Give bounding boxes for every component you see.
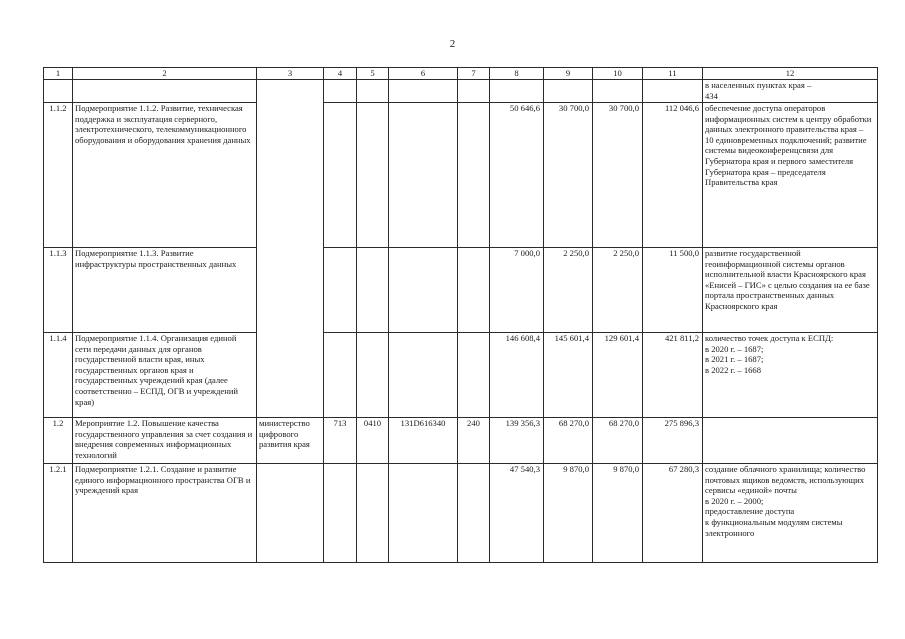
row-number: 1.1.4 [44,333,73,418]
table-row [44,103,878,248]
row-amount-col8 [490,80,544,103]
row-amount-col10: 129 601,4 [593,333,643,418]
row-number: 1.2.1 [44,464,73,563]
row-executor: министерство цифрового развития края [257,418,324,464]
row-amount-col9: 2 250,0 [544,248,593,333]
row-target-article [389,248,458,333]
row-description: Подмероприятие 1.1.4. Организация единой сети передачи данных для органов государственной власти края, иных государственных органов края и государственных учреждений края (далее соответственно – ЕСПД, ОГВ и учреждений края) [73,333,257,418]
column-header: 11 [643,68,703,80]
row-amount-col8: 47 540,3 [490,464,544,563]
row-gls [324,333,357,418]
row-expected-result: количество точек доступа к ЕСПД: в 2020 г. – 1687; в 2021 г. – 1687; в 2022 г. – 1668 [703,333,878,418]
program-table [43,67,878,563]
row-amount-col9: 68 270,0 [544,418,593,464]
row-amount-total: 67 280,3 [643,464,703,563]
row-executor [257,464,324,563]
row-target-article [389,464,458,563]
row-amount-col10 [593,80,643,103]
row-expense-type: 240 [458,418,490,464]
column-header: 6 [389,68,458,80]
row-number [44,80,73,103]
column-header: 2 [73,68,257,80]
row-amount-col8: 146 608,4 [490,333,544,418]
row-amount-total [643,80,703,103]
table-row [44,333,878,418]
row-description: Подмероприятие 1.1.2. Развитие, техническая поддержка и эксплуатация серверного, электротехнического, телекоммуникационного оборудования и оборудования хранения данных [73,103,257,248]
row-amount-col9: 30 700,0 [544,103,593,248]
row-target-article [389,103,458,248]
row-expense-type [458,248,490,333]
column-number-row [44,68,878,80]
row-expected-result: создание облачного хранилища; количество почтовых ящиков ведомств, использующих сервисы «единой» почты в 2020 г. – 2000; предоставление доступа к функциональным модулям системы электронного [703,464,878,563]
row-gls [324,464,357,563]
row-amount-total: 421 811,2 [643,333,703,418]
column-header: 9 [544,68,593,80]
row-expected-result [703,418,878,464]
row-section [357,464,389,563]
row-section [357,248,389,333]
row-amount-total: 11 500,0 [643,248,703,333]
column-header: 7 [458,68,490,80]
column-header: 3 [257,68,324,80]
table-row [44,80,878,103]
row-amount-col10: 68 270,0 [593,418,643,464]
row-expense-type [458,464,490,563]
row-expected-result: в населенных пунктах края – 434 [703,80,878,103]
row-description: Мероприятие 1.2. Повышение качества государственного управления за счет создания и внедрения современных информационных технологий [73,418,257,464]
row-target-article [389,80,458,103]
row-gls [324,80,357,103]
column-header: 10 [593,68,643,80]
table-row [44,418,878,464]
column-header: 1 [44,68,73,80]
column-header: 5 [357,68,389,80]
row-amount-total: 112 046,6 [643,103,703,248]
row-expense-type [458,333,490,418]
row-gls [324,248,357,333]
row-section [357,333,389,418]
row-expense-type [458,103,490,248]
row-number: 1.1.2 [44,103,73,248]
column-header: 8 [490,68,544,80]
row-target-article: 131D616340 [389,418,458,464]
row-expense-type [458,80,490,103]
page-number: 2 [449,38,456,50]
row-executor [257,80,324,418]
row-description: Подмероприятие 1.2.1. Создание и развитие единого информационного пространства ОГВ и учреждений края [73,464,257,563]
row-amount-col8: 50 646,6 [490,103,544,248]
row-description: Подмероприятие 1.1.3. Развитие инфраструктуры пространственных данных [73,248,257,333]
table-row [44,464,878,563]
row-gls [324,103,357,248]
column-header: 4 [324,68,357,80]
row-amount-col9: 9 870,0 [544,464,593,563]
row-section [357,80,389,103]
row-gls: 713 [324,418,357,464]
row-amount-col9 [544,80,593,103]
column-header: 12 [703,68,878,80]
row-amount-total: 275 896,3 [643,418,703,464]
row-section: 0410 [357,418,389,464]
row-description [73,80,257,103]
row-expected-result: развитие государственной геоинформационной системы органов исполнительной власти Красноярского края «Енисей – ГИС» с целью создания на ее базе портала пространственных данных Красноярского края [703,248,878,333]
row-amount-col9: 145 601,4 [544,333,593,418]
row-number: 1.1.3 [44,248,73,333]
row-amount-col8: 7 000,0 [490,248,544,333]
row-expected-result: обеспечение доступа операторов информационных систем к центру обработки данных электронного правительства края – 10 единовременных подключений; развитие системы видеоконференцсвязи для Губернатора края и первого заместителя Губернатора края – председателя Правительства края [703,103,878,248]
row-target-article [389,333,458,418]
row-amount-col10: 9 870,0 [593,464,643,563]
row-amount-col8: 139 356,3 [490,418,544,464]
table-row [44,248,878,333]
row-amount-col10: 2 250,0 [593,248,643,333]
row-section [357,103,389,248]
row-number: 1.2 [44,418,73,464]
row-amount-col10: 30 700,0 [593,103,643,248]
